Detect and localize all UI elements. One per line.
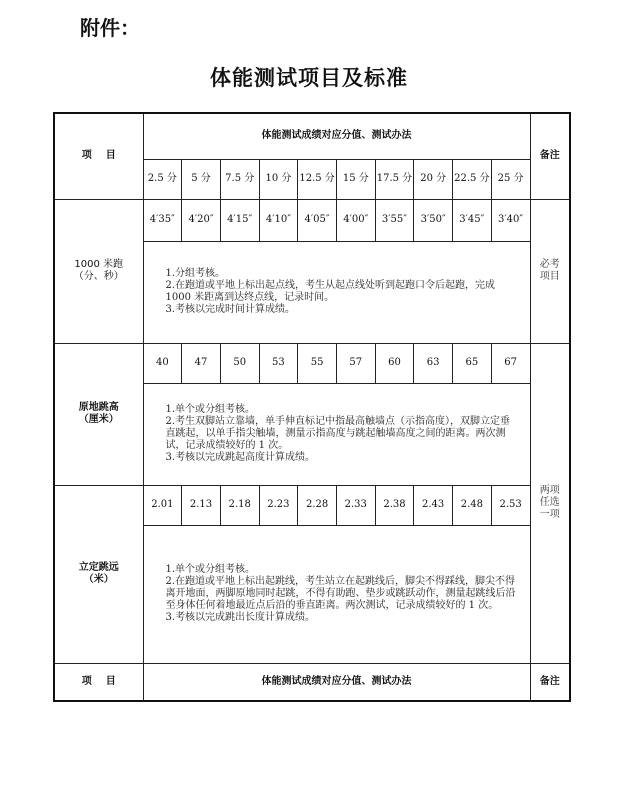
run-value-cell: 4′15″	[220, 199, 259, 241]
long-jump-value-cell: 2.18	[220, 485, 259, 525]
footer-row	[54, 663, 570, 701]
run-item-label: 1000 米跑 （分、秒）	[54, 199, 143, 343]
jump-value-cell: 50	[220, 343, 259, 383]
optional-remark: 两项 任选 一项	[530, 343, 570, 663]
run-value-cell: 4′10″	[259, 199, 298, 241]
run-value-cell: 4′35″	[143, 199, 182, 241]
score-cell: 22.5 分	[453, 159, 492, 199]
method-line: 2.在跑道或平地上标出起点线，考生从起点线处听到起跑口令后起跑，完成 1000 米距离到达终点线，记录时间。	[165, 280, 496, 303]
method-line: 3.考核以完成时间计算成绩。	[165, 304, 296, 315]
score-cell: 20 分	[414, 159, 453, 199]
run-value-cell: 4′00″	[336, 199, 375, 241]
run-values-row	[54, 199, 570, 241]
score-cell: 17.5 分	[375, 159, 414, 199]
score-cell: 5 分	[182, 159, 221, 199]
run-value-cell: 3′55″	[375, 199, 414, 241]
footer-item-label: 项 目	[54, 663, 143, 701]
method-line: 2.考生双脚站立靠墙，单手伸直标记中指最高触墙点（示指高度），双脚立定垂直跳起，以单手指尖触墙，测量示指高度与跳起触墙高度之间的距离。两次测试，记录成绩较好的 1 次。	[165, 416, 511, 451]
long-jump-value-cell: 2.53	[491, 485, 530, 525]
jump-value-cell: 47	[182, 343, 221, 383]
long-jump-value-cell: 2.38	[375, 485, 414, 525]
run-value-cell: 3′40″	[491, 199, 530, 241]
score-cell: 12.5 分	[298, 159, 337, 199]
score-cell: 7.5 分	[220, 159, 259, 199]
jump-values-row	[54, 343, 570, 383]
method-line: 2.在跑道或平地上标出起跳线，考生站立在起跳线后，脚尖不得踩线，脚尖不得离开地面，两脚原地同时起跳，不得有助跑、垫步或跳跃动作，测量起跳线后沿至身体任何着地最近点后沿的垂直距离。两次测试，记录成绩较好的 1 次。	[165, 576, 516, 611]
jump-value-cell: 67	[491, 343, 530, 383]
footer-remark-label: 备注	[530, 663, 570, 701]
score-cell: 15 分	[336, 159, 375, 199]
long-jump-value-cell: 2.28	[298, 485, 337, 525]
score-cell: 2.5 分	[143, 159, 182, 199]
jump-value-cell: 60	[375, 343, 414, 383]
jump-value-cell: 40	[143, 343, 182, 383]
jump-method	[143, 383, 530, 485]
method-line: 3.考核以完成跳起高度计算成绩。	[165, 452, 316, 463]
method-line: 3.考核以完成跳出长度计算成绩。	[165, 612, 316, 623]
method-line: 1.单个或分组考核。	[165, 404, 256, 415]
long-jump-values-row	[54, 485, 570, 525]
header-scores-title: 体能测试成绩对应分值、测试办法	[143, 113, 530, 159]
run-value-cell: 3′50″	[414, 199, 453, 241]
jump-value-cell: 55	[298, 343, 337, 383]
header-item-label: 项 目	[54, 113, 143, 199]
score-cell: 25 分	[491, 159, 530, 199]
long-jump-value-cell: 2.23	[259, 485, 298, 525]
page-title: 体能测试项目及标准	[210, 66, 408, 90]
run-method	[143, 241, 530, 343]
standards-table	[53, 112, 571, 702]
footer-scores-title: 体能测试成绩对应分值、测试办法	[143, 663, 530, 701]
run-value-cell: 4′05″	[298, 199, 337, 241]
long-jump-value-cell: 2.43	[414, 485, 453, 525]
long-jump-value-cell: 2.13	[182, 485, 221, 525]
long-jump-value-cell: 2.01	[143, 485, 182, 525]
jump-value-cell: 57	[336, 343, 375, 383]
header-remark-label: 备注	[530, 113, 570, 199]
jump-value-cell: 63	[414, 343, 453, 383]
long-jump-value-cell: 2.48	[453, 485, 492, 525]
jump-value-cell: 65	[453, 343, 492, 383]
method-line: 1.分组考核。	[165, 268, 226, 279]
long-jump-value-cell: 2.33	[336, 485, 375, 525]
jump-value-cell: 53	[259, 343, 298, 383]
method-line: 1.单个或分组考核。	[165, 564, 256, 575]
run-value-cell: 3′45″	[453, 199, 492, 241]
run-remark: 必考 项目	[530, 199, 570, 343]
long-jump-item-label: 立定跳远 （米）	[54, 485, 143, 663]
run-value-cell: 4′20″	[182, 199, 221, 241]
jump-item-label: 原地跳高 （厘米）	[54, 343, 143, 485]
long-jump-method	[143, 525, 530, 663]
attachment-label: 附件：	[80, 16, 140, 40]
score-cell: 10 分	[259, 159, 298, 199]
